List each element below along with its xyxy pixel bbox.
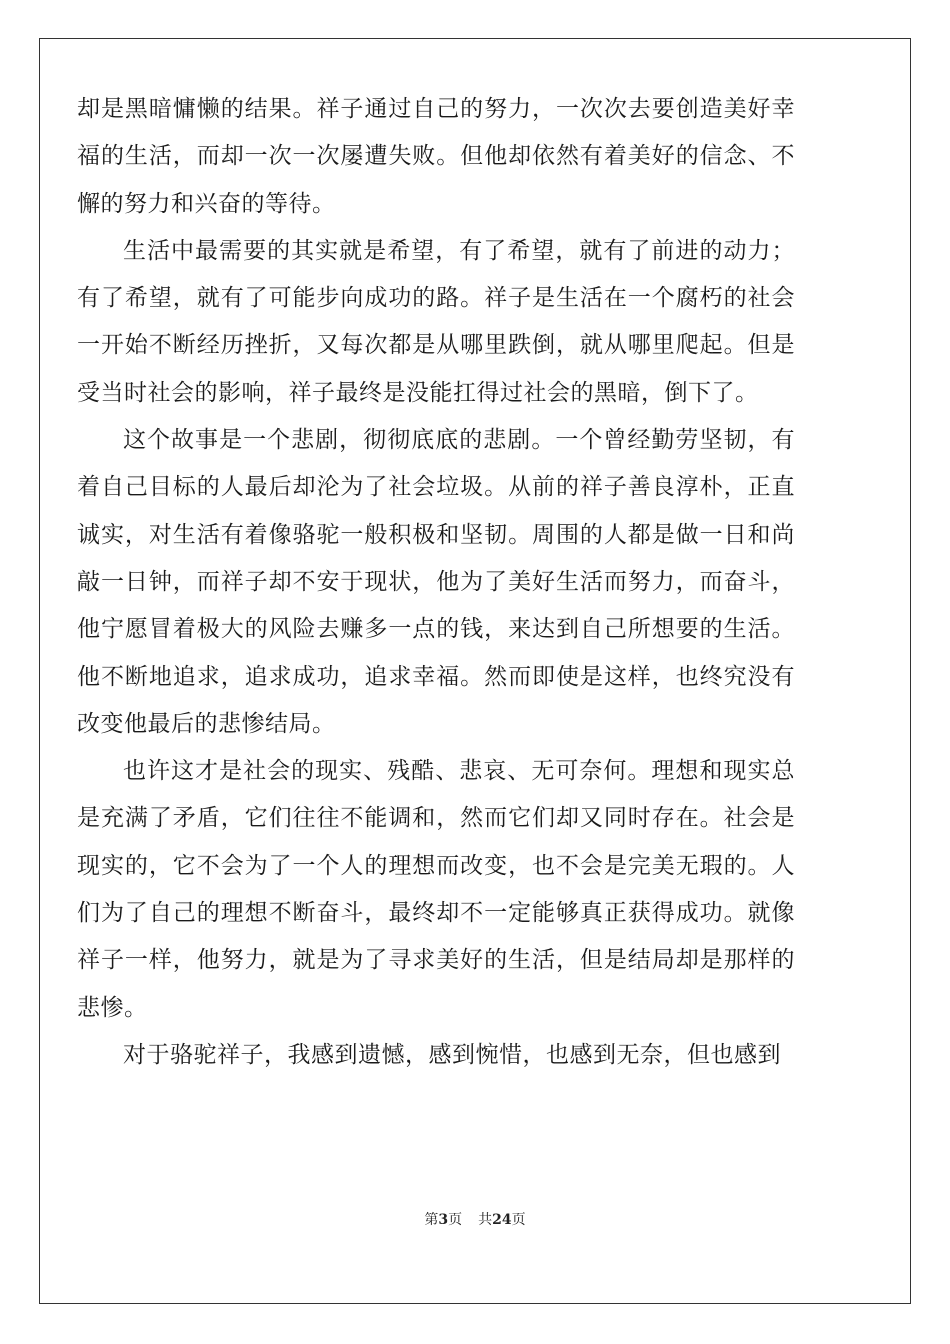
paragraph: 这个故事是一个悲剧，彻彻底底的悲剧。一个曾经勤劳坚韧，有着自己目标的人最后却沦为了社会垃圾。从前的祥子善良淳朴，正直诚实，对生活有着像骆驼一般积极和坚韧。周围的人都是做一日和尚敲一日钟，而祥子却不安于现状，他为了美好生活而努力，而奋斗，他宁愿冒着极大的风险去赚多一点的钱，来达到自己所想要的生活。他不断地追求，追求成功，追求幸福。然而即使是这样，也终究没有改变他最后的悲惨结局。 [77, 427, 795, 737]
paragraph: 对于骆驼祥子，我感到遗憾，感到惋惜，也感到无奈，但也感到 [123, 1041, 781, 1068]
page-prefix: 第 [424, 1212, 439, 1228]
page-footer [0, 1209, 950, 1229]
document-body [77, 86, 795, 1079]
total-suffix: 页 [511, 1212, 526, 1228]
paragraph: 也许这才是社会的现实、残酷、悲哀、无可奈何。理想和现实总是充满了矛盾，它们往往不能调和，然而它们却又同时存在。社会是现实的，它不会为了一个人的理想而改变，也不会是完美无瑕的。人们为了自己的理想不断奋斗，最终却不一定能够真正获得成功。就像祥子一样，他努力，就是为了寻求美好的生活，但是结局却是那样的悲惨。 [77, 758, 795, 1021]
total-prefix: 共 [478, 1212, 493, 1228]
total-pages: 24 [492, 1212, 512, 1228]
paragraph: 却是黑暗慵懒的结果。祥子通过自己的努力，一次次去要创造美好幸福的生活，而却一次一次屡遭失败。但他却依然有着美好的信念、不懈的努力和兴奋的等待。 [77, 96, 795, 217]
page-suffix: 页 [448, 1212, 463, 1228]
paragraph: 生活中最需要的其实就是希望，有了希望，就有了前进的动力；有了希望，就有了可能步向成功的路。祥子是生活在一个腐朽的社会一开始不断经历挫折，又每次都是从哪里跌倒，就从哪里爬起。但是受当时社会的影响，祥子最终是没能扛得过社会的黑暗，倒下了。 [77, 237, 795, 406]
page-number: 3 [438, 1212, 449, 1228]
